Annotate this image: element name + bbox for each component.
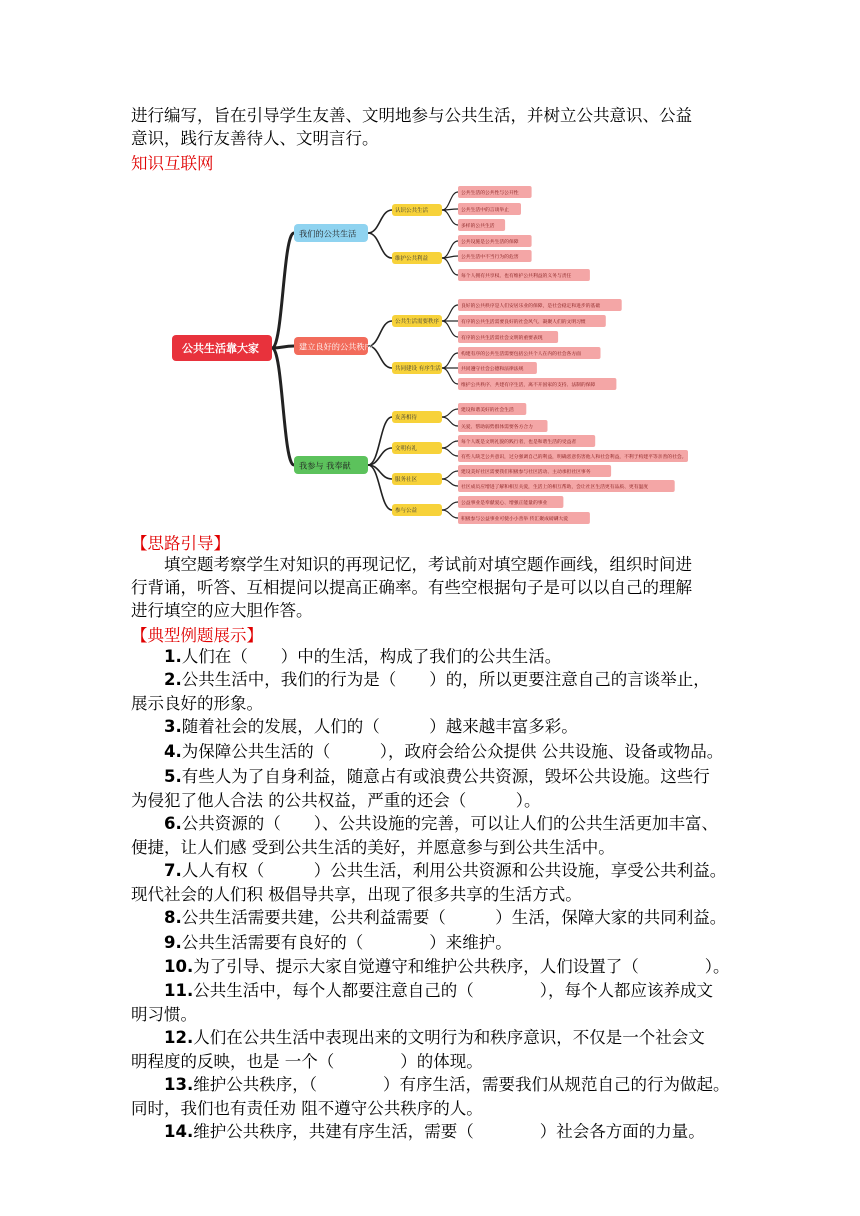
question-line — [131, 979, 737, 1003]
question-item — [131, 812, 737, 860]
question-number: 3. — [164, 717, 182, 736]
mindmap-leaf-label: 积极参与公益事业可使小小善举 传汇聚成磅礴大爱 — [461, 517, 569, 522]
question-item — [131, 906, 737, 930]
question-line — [131, 955, 737, 979]
mindmap-sub-label: 维护公共利益 — [395, 256, 429, 262]
question-line — [131, 906, 737, 930]
section-heading-guide: 【思路引导】 — [131, 534, 230, 553]
question-item — [131, 1026, 737, 1074]
question-line — [131, 765, 737, 789]
question-number: 1. — [164, 647, 182, 666]
question-text: 人人有权（ ）公共生活，利用公共资源和公共设施，享受公共利益。 — [181, 861, 727, 880]
question-line: 明程度的反映，也是 一个（ ）的体现。 — [131, 1052, 483, 1071]
mindmap-leaf-label: 共同遵守社会公德和法律法规 — [461, 367, 524, 372]
question-text: 维护公共秩序，共建有序生活，需要（ ）社会各方面的力量。 — [193, 1122, 705, 1141]
mindmap-sub-label: 文明有礼 — [395, 446, 418, 452]
mindmap-leaf-label: 构建有序的公共生活需要包括公共个人在内的社会各方面 — [461, 352, 581, 357]
mindmap-leaf-label: 有些人缺乏公共意识，过分强调自己的利益，明确恶意伤害他人和社会利益，不利于构建平等亲善的社会。 — [461, 455, 687, 460]
connector-line — [442, 479, 458, 486]
question-item — [131, 1073, 737, 1121]
mindmap-leaf-label: 良好的公共秩序是人们安居乐业的保障，是社会稳定和进步的基础 — [461, 304, 601, 309]
question-text: 随着社会的发展，人们的（ ）越来越丰富多彩。 — [181, 717, 578, 736]
guide-line: 填空题考察学生对知识的再现记忆，考试前对填空题作画线，组织时间进 — [164, 555, 692, 574]
question-text: 为了引导、提示大家自觉遵守和维护公共秩序，人们设置了（ ）。 — [193, 957, 730, 976]
mindmap-leaf-label: 建设美好社区需要我们积极参与社区活动、主动承担社区事务 — [461, 470, 591, 475]
question-line — [131, 668, 737, 692]
question-item — [131, 645, 737, 669]
intro-line: 进行编写，旨在引导学生友善、文明地参与公共生活，并树立公共意识、公益 — [131, 106, 692, 125]
connector-line — [442, 510, 458, 518]
question-line: 明习惯。 — [131, 1005, 197, 1024]
question-line: 现代社会的人们积 极倡导共享，出现了很多共享的生活方式。 — [131, 885, 582, 904]
question-line: 为侵犯了他人合法 的公共权益，严重的还会（ ）。 — [131, 791, 541, 810]
mindmap-leaf-label: 有序的公共生活需要良好的社会风气、凝聚人们的文明习惯 — [461, 320, 586, 325]
mindmap-sub-label: 参与公益 — [395, 508, 418, 514]
question-line — [131, 715, 737, 739]
question-line — [131, 740, 737, 764]
section-heading-network: 知识互联网 — [131, 154, 214, 173]
question-line — [131, 1120, 737, 1144]
connector-line — [272, 348, 294, 465]
question-number: 8. — [164, 908, 182, 927]
question-item — [131, 740, 737, 764]
mindmap-leaf-label: 每个人既是文明礼貌的践行者，也是和谐生活的受益者 — [461, 440, 577, 445]
question-item — [131, 715, 737, 739]
connector-line — [442, 417, 458, 426]
question-number: 11. — [164, 981, 194, 1000]
question-number: 7. — [164, 861, 182, 880]
mindmap-branch-label: 我们的公共生活 — [299, 228, 357, 239]
connector-line — [442, 305, 458, 321]
question-number: 6. — [164, 814, 182, 833]
connector-line — [442, 448, 458, 456]
question-text: 公共生活需要共建，公共利益需要（ ）生活，保障大家的共同利益。 — [181, 908, 727, 927]
question-line — [131, 1026, 737, 1050]
connector-line — [442, 368, 458, 384]
mindmap-sub-label: 服务社区 — [395, 477, 418, 483]
question-text: 公共生活需要有良好的（ ）来维护。 — [181, 933, 512, 952]
question-item — [131, 668, 737, 716]
mindmap-leaf-label: 公共生活中不当行为的危害 — [461, 255, 519, 260]
question-number: 13. — [164, 1075, 194, 1094]
mindmap-leaf-label: 关爱、帮助弱势群体需要各方合力 — [461, 425, 533, 430]
question-item — [131, 931, 737, 955]
question-line — [131, 812, 737, 836]
question-text: 公共生活中，我们的行为是（ ）的，所以更要注意自己的言谈举止， — [181, 670, 710, 689]
connector-line — [368, 233, 392, 258]
question-item — [131, 955, 737, 979]
mindmap-root-label: 公共生活靠大家 — [182, 342, 259, 355]
guide-paragraph — [131, 553, 731, 622]
question-item — [131, 859, 737, 907]
question-line — [131, 1073, 737, 1097]
mindmap-leaf-label: 有序的公共生活需社会文明的重要表现 — [461, 336, 543, 341]
connector-line — [442, 258, 458, 275]
connector-line — [272, 233, 294, 348]
intro-line: 意识，践行友善待人、文明言行。 — [131, 129, 379, 148]
guide-line: 行背诵，听答、互相提问以提高正确率。有些空根据句子是可以以自己的理解 — [131, 578, 692, 597]
section-heading-examples: 【典型例题展示】 — [131, 626, 263, 645]
intro-paragraph — [131, 104, 731, 150]
question-item — [131, 979, 737, 1027]
question-number: 12. — [164, 1028, 194, 1047]
question-text: 人们在公共生活中表现出来的文明行为和秩序意识，不仅是一个社会文 — [193, 1028, 705, 1047]
mindmap-sub-label: 公共生活需要秩序 — [395, 319, 440, 325]
mindmap-leaf-label: 建设和谐美好的社会生活 — [461, 408, 514, 413]
question-number: 10. — [164, 957, 194, 976]
connector-line — [442, 353, 458, 368]
connector-line — [442, 192, 458, 210]
question-text: 人们在（ ）中的生活，构成了我们的公共生活。 — [181, 647, 562, 666]
connector-line — [442, 441, 458, 448]
question-line: 便捷，让人们感 受到公共生活的美好，并愿意参与到公共生活中。 — [131, 838, 615, 857]
guide-line: 进行填空的应大胆作答。 — [131, 601, 313, 620]
question-text: 公共生活中，每个人都要注意自己的（ ），每个人都应该养成文 — [193, 981, 713, 1000]
connector-line — [442, 210, 458, 225]
connector-line — [442, 471, 458, 479]
mindmap-leaf-label: 多样的公共生活 — [461, 224, 495, 229]
connector-line — [442, 241, 458, 258]
question-number: 14. — [164, 1122, 194, 1141]
question-number: 4. — [164, 742, 182, 761]
question-text: 有些人为了自身利益，随意占有或浪费公共资源，毁坏公共设施。这些行 — [181, 767, 710, 786]
question-line — [131, 645, 737, 669]
question-line — [131, 859, 737, 883]
question-number: 2. — [164, 670, 182, 689]
mindmap-leaf-label: 社区成员应增进了解和相互关爱，生活上的相互帮助，会让社区生活更有品质、更有温度 — [461, 485, 649, 490]
mindmap-leaf-label: 公共设施是公共生活的保障 — [461, 240, 519, 245]
connector-line — [368, 210, 392, 233]
question-number: 9. — [164, 933, 182, 952]
question-text: 维护公共秩序，（ ）有序生活，需要我们从规范自己的行为做起。 — [193, 1075, 730, 1094]
mindmap-leaf-label: 维护公共秩序、共建有序生活，离不开国家的支持、法制的保障 — [461, 383, 596, 388]
mind-map — [168, 180, 688, 528]
question-line — [131, 931, 737, 955]
mindmap-leaf-label: 公共生活的公共性与公开性 — [461, 191, 519, 196]
question-text: 公共资源的（ ）、公共设施的完善，可以让人们的公共生活更加丰富、 — [181, 814, 718, 833]
question-number: 5. — [164, 767, 182, 786]
mindmap-branch-label: 建立良好的公共秩序 — [299, 341, 373, 352]
connector-line — [442, 321, 458, 337]
mindmap-sub-label: 友善相待 — [395, 415, 418, 421]
mindmap-sub-label: 共同建设 有序生活 — [395, 366, 441, 372]
mindmap-branch-label: 我参与 我奉献 — [299, 460, 351, 471]
question-line: 展示良好的形象。 — [131, 694, 263, 713]
mindmap-sub-label: 认识公共生活 — [395, 208, 429, 214]
question-text: 为保障公共生活的（ ），政府会给公众提供 公共设施、设备或物品。 — [181, 742, 724, 761]
connector-line — [442, 502, 458, 510]
question-item — [131, 1120, 737, 1144]
question-item — [131, 765, 737, 813]
question-line: 同时，我们也有责任劝 阻不遵守公共秩序的人。 — [131, 1099, 483, 1118]
mindmap-leaf-label: 公共生活中的言谈举止 — [461, 208, 509, 213]
mindmap-leaf-label: 每个人拥有共享权、也有维护公共利益的义务与责任 — [461, 274, 572, 279]
connector-line — [442, 409, 458, 417]
mindmap-leaf-label: 公益事业是奉献爱心、增强正能量的事业 — [461, 501, 548, 506]
